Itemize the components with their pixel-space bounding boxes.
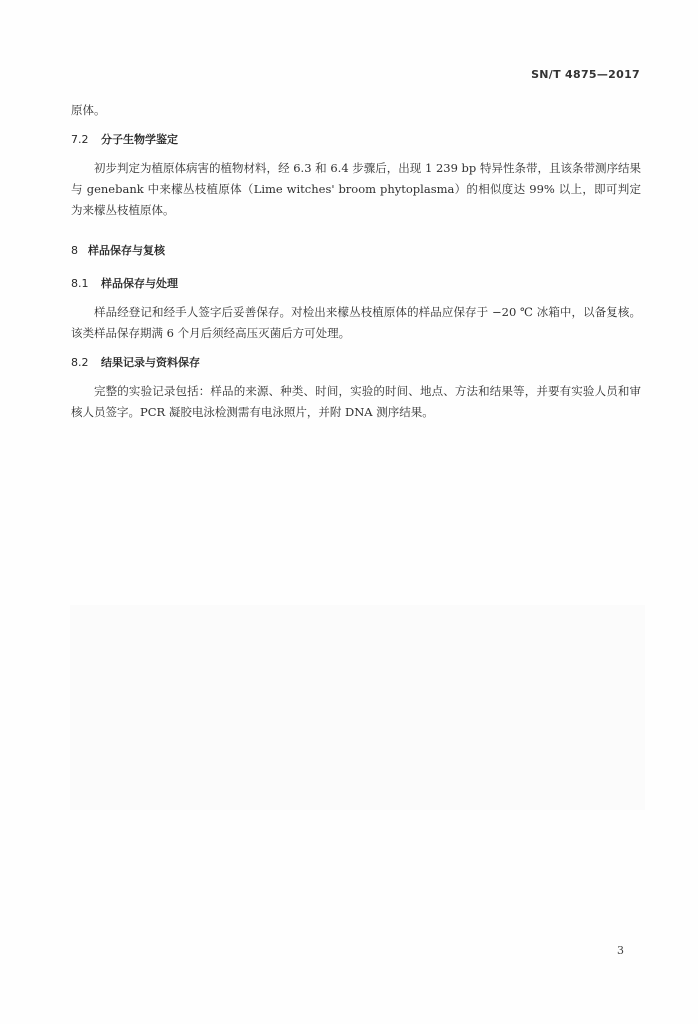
section-8-2-heading: [71, 352, 641, 373]
section-7-2-number: 7.2: [71, 133, 89, 146]
section-7-2-title: 分子生物学鉴定: [101, 133, 178, 146]
page-number: 3: [617, 944, 624, 957]
section-8-heading: [71, 240, 641, 261]
section-8-1-title: 样品保存与处理: [101, 277, 178, 290]
section-7-2-heading: [71, 129, 641, 150]
continuation-text: 原体。: [71, 103, 106, 117]
section-8-1-paragraph: 样品经登记和经手人签字后妥善保存。对检出来檬丛枝植原体的样品应保存于 −20 ℃ 冰箱中，以备复核。该类样品保存期满 6 个月后须经高压灭菌后方可处理。: [71, 305, 641, 340]
page-content: [71, 100, 641, 423]
section-7-2-paragraph: 初步判定为植原体病害的植物材料，经 6.3 和 6.4 步骤后，出现 1 239 bp 特异性条带，且该条带测序结果与 genebank 中来檬丛枝植原体（Lime witches' broom phytoplasma）的相似度达 99% 以上，即可判定为来檬丛枝植原体。: [71, 161, 641, 217]
scan-shading: [70, 605, 645, 810]
section-8-title: 样品保存与复核: [88, 244, 165, 257]
section-8-1-number: 8.1: [71, 277, 89, 290]
section-8-2-title: 结果记录与资料保存: [101, 356, 200, 369]
section-8-number: 8: [71, 244, 78, 257]
section-8-1-heading: [71, 273, 641, 294]
section-8-2-paragraph: 完整的实验记录包括：样品的来源、种类、时间，实验的时间、地点、方法和结果等，并要有实验人员和审核人员签字。PCR 凝胶电泳检测需有电泳照片，并附 DNA 测序结果。: [71, 384, 641, 419]
standard-code: SN/T 4875—2017: [531, 68, 640, 81]
section-8-2-number: 8.2: [71, 356, 89, 369]
